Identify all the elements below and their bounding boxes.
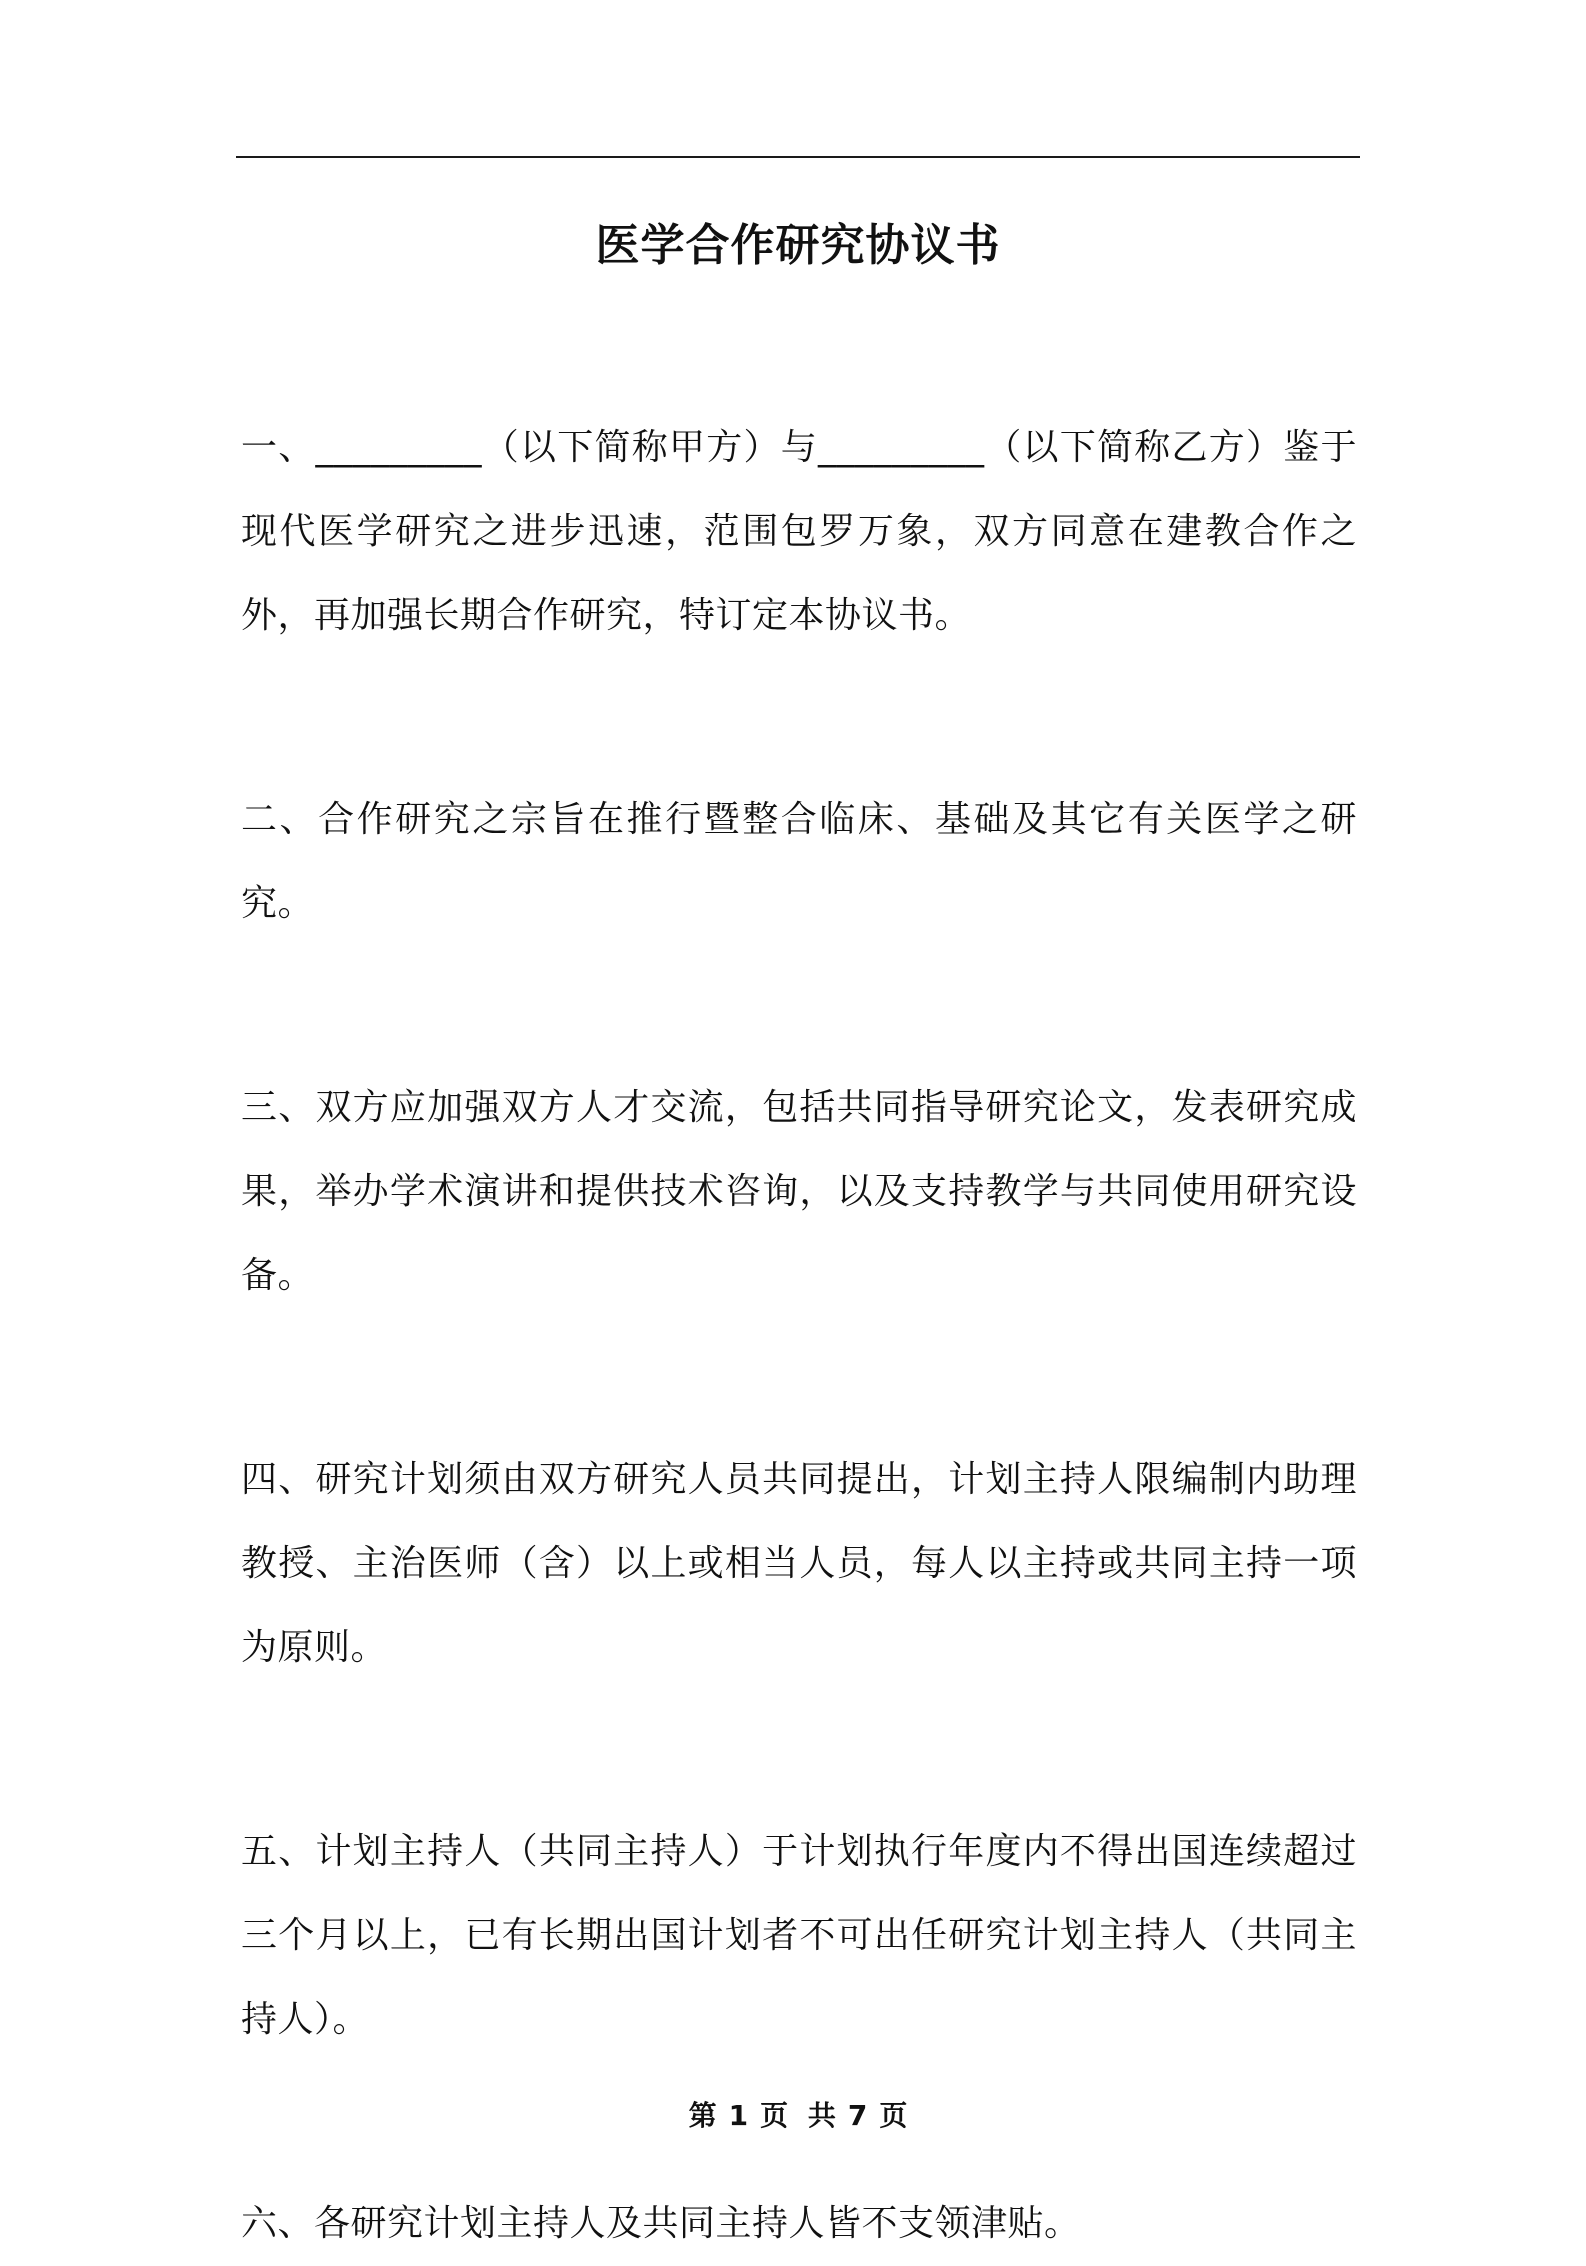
current-page-number: 1: [728, 2099, 749, 2132]
clause-paragraph: 一、_________（以下简称甲方）与_________（以下简称乙方）鉴于现代医学研究之进步迅速，范围包罗万象，双方同意在建教合作之外，再加强长期合作研究，特订定本协议书。: [241, 427, 1357, 636]
footer-middle: 页 共: [760, 2099, 836, 2132]
total-page-count: 7: [847, 2099, 868, 2132]
footer-prefix: 第: [688, 2099, 717, 2132]
clause-paragraph: 四、研究计划须由双方研究人员共同提出，计划主持人限编制内助理教授、主治医师（含）以上或相当人员，每人以主持或共同主持一项为原则。: [241, 1459, 1357, 1668]
page-number-footer: [236, 2096, 1360, 2136]
clause-paragraph: 二、合作研究之宗旨在推行暨整合临床、基础及其它有关医学之研究。: [241, 799, 1357, 924]
clause-paragraph: 三、双方应加强双方人才交流，包括共同指导研究论文，发表研究成果，举办学术演讲和提供技术咨询，以及支持教学与共同使用研究设备。: [241, 1087, 1357, 1296]
document-title: 医学合作研究协议书: [595, 220, 1001, 271]
header-divider: [236, 156, 1360, 158]
clause-paragraph: 六、各研究计划主持人及共同主持人皆不支领津贴。: [241, 2203, 1081, 2244]
document-body: [241, 406, 1357, 2266]
clause-paragraph: 五、计划主持人（共同主持人）于计划执行年度内不得出国连续超过三个月以上，已有长期出国计划者不可出任研究计划主持人（共同主持人）。: [241, 1831, 1357, 2040]
footer-suffix: 页: [879, 2099, 908, 2132]
